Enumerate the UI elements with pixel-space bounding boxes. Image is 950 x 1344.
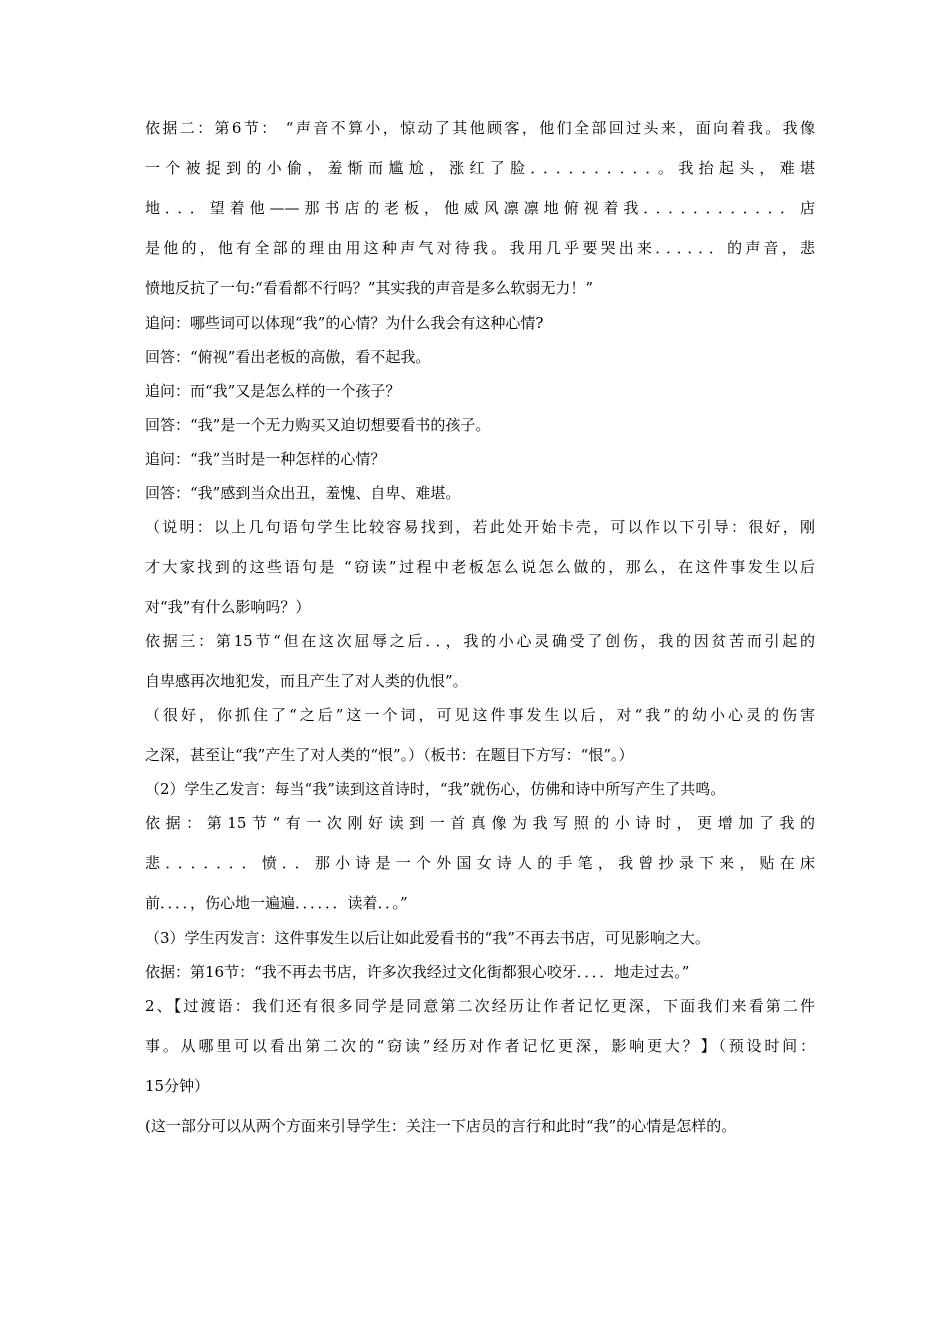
text-line: 依据三：第15节“但在这次屈辱之后．．，我的小心灵确受了创伤，我的因贫苦而引起的 xyxy=(145,632,815,650)
text-line: （很好，你抓住了“之后”这一个词，可见这件事发生以后，对“我”的幼小心灵的伤害 xyxy=(145,706,815,724)
text-line: 回答：“我”感到当众出丑，羞愧、自卑、难堪。 xyxy=(145,484,461,502)
text-line: 事。从哪里可以看出第二次的“窃读”经历对作者记忆更深，影响更大？】（预设时间： xyxy=(145,1037,815,1055)
text-line: 对“我”有什么影响吗？） xyxy=(145,598,311,616)
text-line: 地．．．望着他——那书店的老板，他威风凛凛地俯视着我．．．．．．．．．．．．店 xyxy=(145,199,815,217)
text-line: 追问：而“我”又是怎么样的一个孩子？ xyxy=(145,382,401,400)
text-line: 回答：“我”是一个无力购买又迫切想要看书的孩子。 xyxy=(145,416,491,434)
document-body xyxy=(145,118,815,1136)
text-line: 依据：第15节“有一次刚好读到一首真像为我写照的小诗时，更增加了我的 xyxy=(145,814,815,832)
text-line: 2、【过渡语：我们还有很多同学是同意第二次经历让作者记忆更深，下面我们来看第二件 xyxy=(145,997,815,1015)
text-line: 追问：哪些词可以体现“我”的心情？为什么我会有这种心情? xyxy=(145,314,544,332)
text-line: （说明：以上几句语句学生比较容易找到，若此处开始卡壳，可以作以下引导：很好，刚 xyxy=(145,518,815,536)
text-line: 之深，甚至让“我”产生了对人类的“恨”。）（板书：在题目下方写：“恨”。） xyxy=(145,746,634,764)
text-line: 愤地反抗了一句:“看看都不行吗？”其实我的声音是多么软弱无力！” xyxy=(145,279,594,297)
text-line: 前．．．．，伤心地一遍遍．．．．．．读着．．。” xyxy=(145,894,408,912)
text-line: 依据二：第6节： “声音不算小，惊动了其他顾客，他们全部回过头来，面向着我。我像 xyxy=(145,119,815,137)
text-line: 追问：“我”当时是一种怎样的心情？ xyxy=(145,450,386,468)
text-line: 才大家找到的这些语句是 “窃读”过程中老板怎么说怎么做的，那么，在这件事发生以后 xyxy=(145,558,815,576)
text-line: (这一部分可以从两个方面来引导学生：关注一下店员的言行和此时“我”的心情是怎样的。 xyxy=(145,1117,737,1135)
text-line: 自卑感再次地犯发，而且产生了对人类的仇恨”。 xyxy=(145,672,468,690)
text-line: 15分钟） xyxy=(145,1077,210,1095)
text-line: 回答：“俯视”看出老板的高傲，看不起我。 xyxy=(145,348,431,366)
text-line: 依据：第16节：“我不再去书店，许多次我经过文化街都狠心咬牙．．．．地走过去。” xyxy=(145,963,690,981)
text-line: 悲．．．．．．．愤．．那小诗是一个外国女诗人的手笔，我曾抄录下来，贴在床 xyxy=(145,854,815,872)
text-line: 一个被捉到的小偷，羞惭而尴尬，涨红了脸．．．．．．．．．．。我抬起头，难堪 xyxy=(145,159,815,177)
text-line: （2）学生乙发言：每当“我”读到这首诗时，“我”就伤心，仿佛和诗中所写产生了共鸣。 xyxy=(145,780,726,798)
text-line: 是他的，他有全部的理由用这种声气对待我。我用几乎要哭出来．．．．．．的声音，悲 xyxy=(145,239,815,257)
text-line: （3）学生丙发言：这件事发生以后让如此爱看书的“我”不再去书店，可见影响之大。 xyxy=(145,929,710,947)
